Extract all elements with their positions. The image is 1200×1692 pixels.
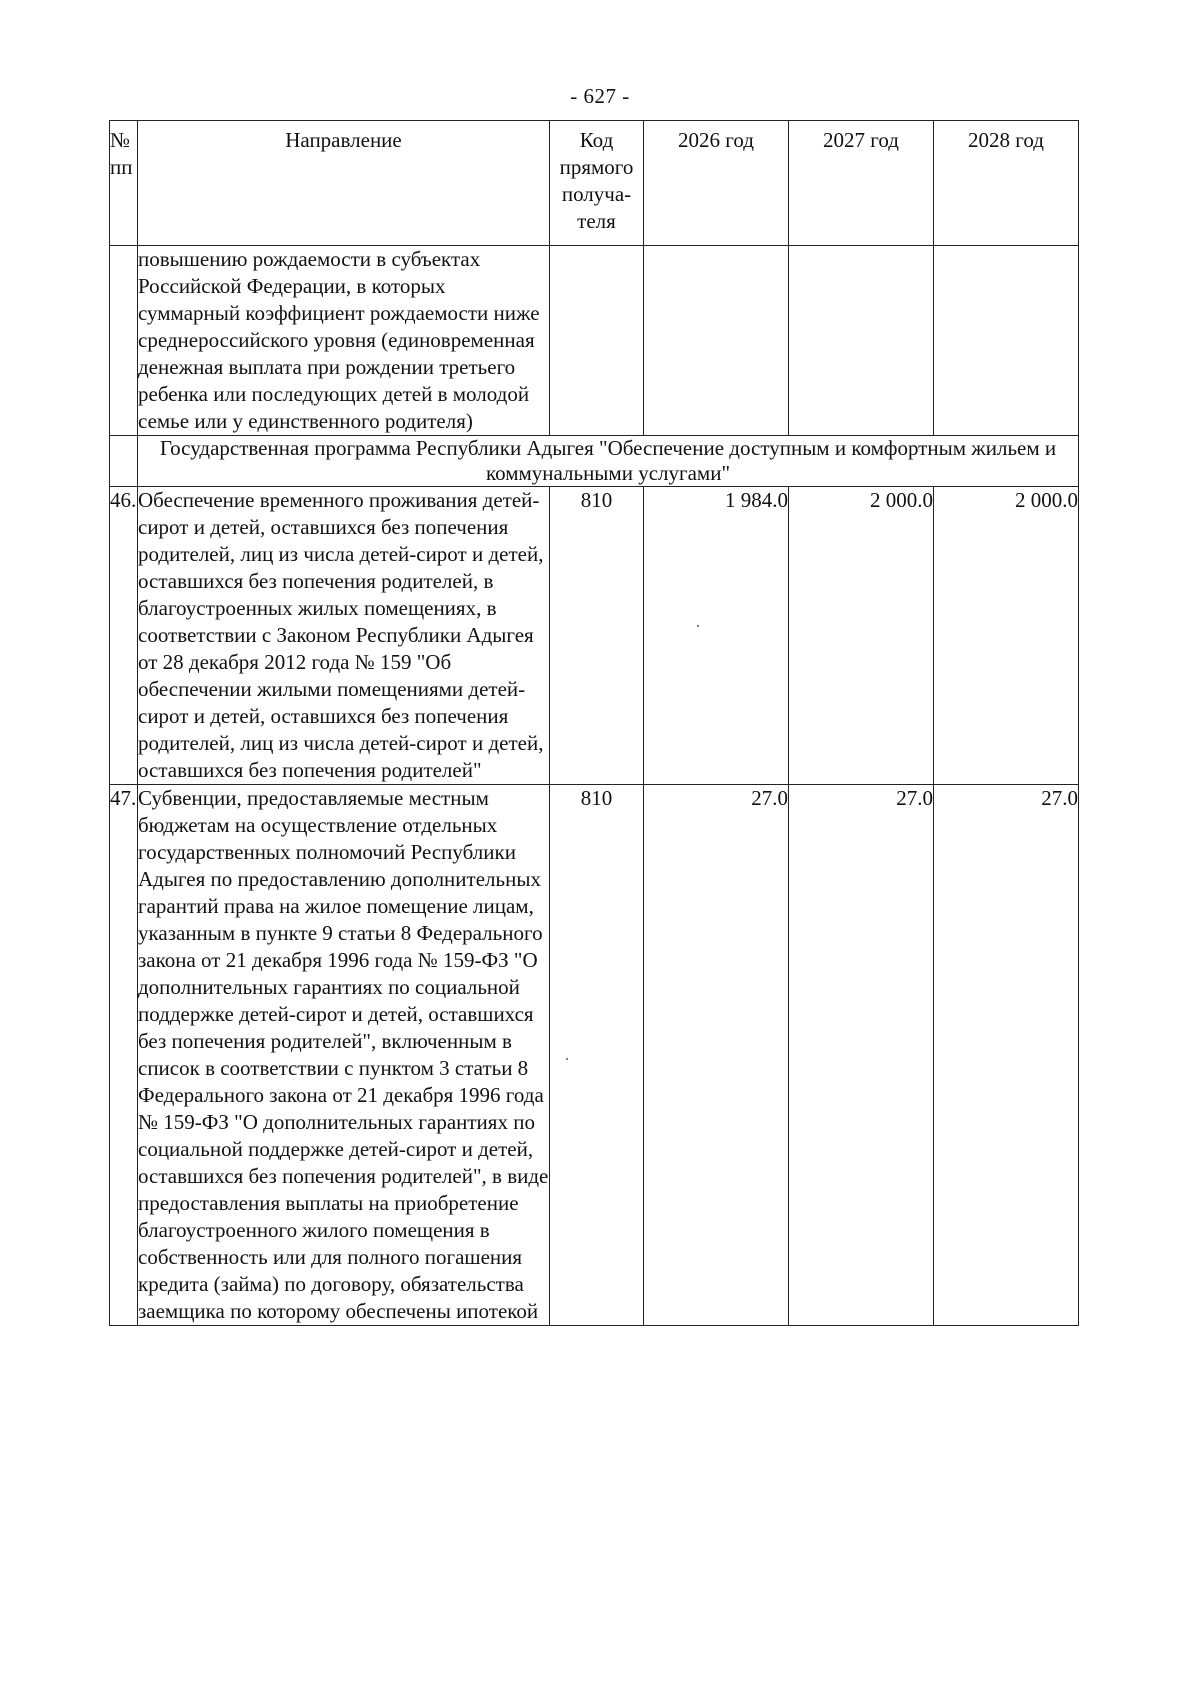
header-code: Код прямого получа-теля	[550, 121, 644, 246]
row-value-2028: 27.0	[934, 785, 1079, 1326]
row-value-2027: 27.0	[789, 785, 934, 1326]
table-header-row	[110, 121, 1079, 246]
header-no: № пп	[110, 121, 138, 246]
cell-2026	[644, 246, 789, 436]
cell-2027	[789, 246, 934, 436]
cell-no	[110, 246, 138, 436]
budget-table	[109, 120, 1079, 1326]
page-number: - 627 -	[570, 84, 630, 108]
table-row-continued	[110, 246, 1079, 436]
row-direction: Обеспечение временного проживания детей-сирот и детей, оставшихся без попечения родителей, лиц из числа детей-сирот и детей, оставшихся без попечения родителей, в благоустроенных жилых помещениях, в соответствии с Законом Республики Адыгея от 28 декабря 2012 года № 159 "Об обеспечении жилыми помещениями детей-сирот и детей, оставшихся без попечения родителей, лиц из числа детей-сирот и детей, оставшихся без попечения родителей"	[138, 487, 550, 785]
header-2028: 2028 год	[934, 121, 1079, 246]
cell-code	[550, 246, 644, 436]
section-title-row	[110, 436, 1079, 487]
row-code: 810	[550, 487, 644, 785]
cell-no	[110, 436, 138, 487]
header-2027: 2027 год	[789, 121, 934, 246]
header-direction: Направление	[138, 121, 550, 246]
row-direction: Субвенции, предоставляемые местным бюджетам на осуществление отдельных государственных полномочий Республики Адыгея по предоставлению дополнительных гарантий права на жилое помещение лицам, указанным в пункте 9 статьи 8 Федерального закона от 21 декабря 1996 года № 159-ФЗ "О дополнительных гарантиях по социальной поддержке детей-сирот и детей, оставшихся без попечения родителей", включенным в список в соответствии с пунктом 3 статьи 8 Федерального закона от 21 декабря 1996 года № 159-ФЗ "О дополнительных гарантиях по социальной поддержке детей-сирот и детей, оставшихся без попечения родителей", в виде предоставления выплаты на приобретение благоустроенного жилого помещения в собственность или для полного погашения кредита (займа) по договору, обязательства заемщика по которому обеспечены ипотекой	[138, 785, 550, 1326]
row-code: 810	[550, 785, 644, 1326]
scan-speck	[697, 625, 699, 627]
row-value-2027: 2 000.0	[789, 487, 934, 785]
row-value-2026: 1 984.0	[644, 487, 789, 785]
table-row	[110, 785, 1079, 1326]
table-row	[110, 487, 1079, 785]
row-number: 47.	[110, 785, 138, 1326]
cell-direction: повышению рождаемости в субъектах Российской Федерации, в которых суммарный коэффициент рождаемости ниже среднероссийского уровня (единовременная денежная выплата при рождении третьего ребенка или последующих детей в молодой семье или у единственного родителя)	[138, 246, 550, 436]
scan-speck	[566, 1058, 568, 1060]
row-value-2028: 2 000.0	[934, 487, 1079, 785]
row-number: 46.	[110, 487, 138, 785]
header-2026: 2026 год	[644, 121, 789, 246]
cell-2028	[934, 246, 1079, 436]
row-value-2026: 27.0	[644, 785, 789, 1326]
section-title: Государственная программа Республики Адыгея "Обеспечение доступным и комфортным жильем и коммунальными услугами"	[138, 436, 1079, 487]
